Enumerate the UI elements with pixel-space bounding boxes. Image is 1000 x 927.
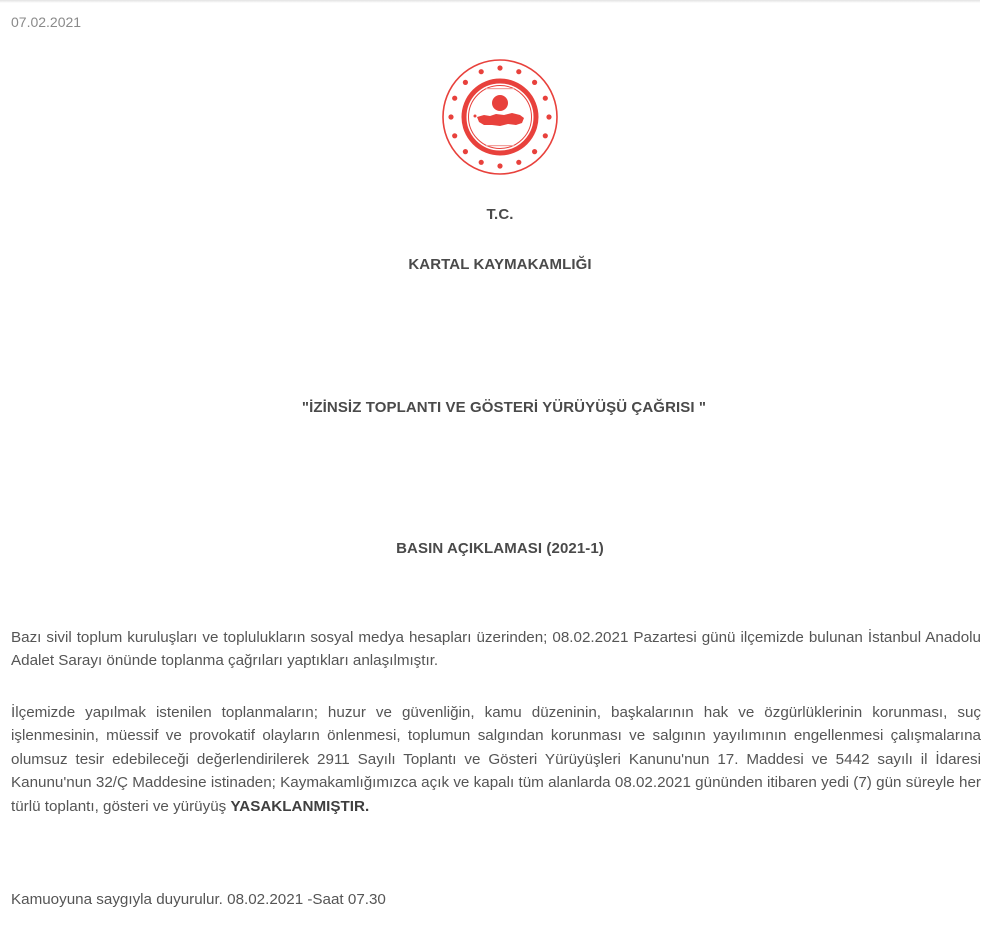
organization-name: KARTAL KAYMAKAMLIĞI [408, 256, 592, 273]
government-seal-icon [440, 55, 560, 179]
top-divider [0, 0, 980, 3]
paragraph-closing: Kamuoyuna saygıyla duyurulur. 08.02.2021 -Saat 07.30 [11, 891, 386, 908]
press-release-label: BASIN AÇIKLAMASI (2021-1) [396, 540, 604, 557]
ban-emphasis: YASAKLANMIŞTIR. [230, 797, 370, 815]
publish-date: 07.02.2021 [11, 14, 82, 30]
paragraph-ban-decision [11, 701, 981, 818]
paragraph-ban-text: İlçemizde yapılmak istenilen toplanmaların; huzur ve güvenliğin, kamu düzeninin, başkalarının hak ve özgürlüklerinin korunması, suç işlenmesinin, müessif ve provokatif olayların önlenmesi, toplumun salgından korunması ve salgının yayılımının engellenmesi çalışmalarına olumsuz tesir edebileceği değerlendirilerek 2911 Sayılı Toplantı ve Gösteri Yürüyüşleri Kanunu'nun 17. Maddesi ve 5442 sayılı il İdaresi Kanunu'nun 32/Ç Maddesine istinaden; Kaymakamlığımızca açık ve kapalı tüm alanlarda 08.02.2021 gününden itibaren yedi (7) gün süreyle her türlü toplantı, gösteri ve yürüyüş [11, 704, 981, 815]
document-title: "İZİNSİZ TOPLANTI VE GÖSTERİ YÜRÜYÜŞÜ ÇAĞRISI " [301, 399, 707, 416]
paragraph-announcement: Bazı sivil toplum kuruluşları ve toplulukların sosyal medya hesapları üzerinden; 08.02.2021 Pazartesi günü ilçemizde bulunan İstanbul Anadolu Adalet Sarayı önünde toplanma çağrıları yaptıkları anlaşılmıştır. [11, 629, 981, 670]
state-label: T.C. [486, 206, 514, 223]
